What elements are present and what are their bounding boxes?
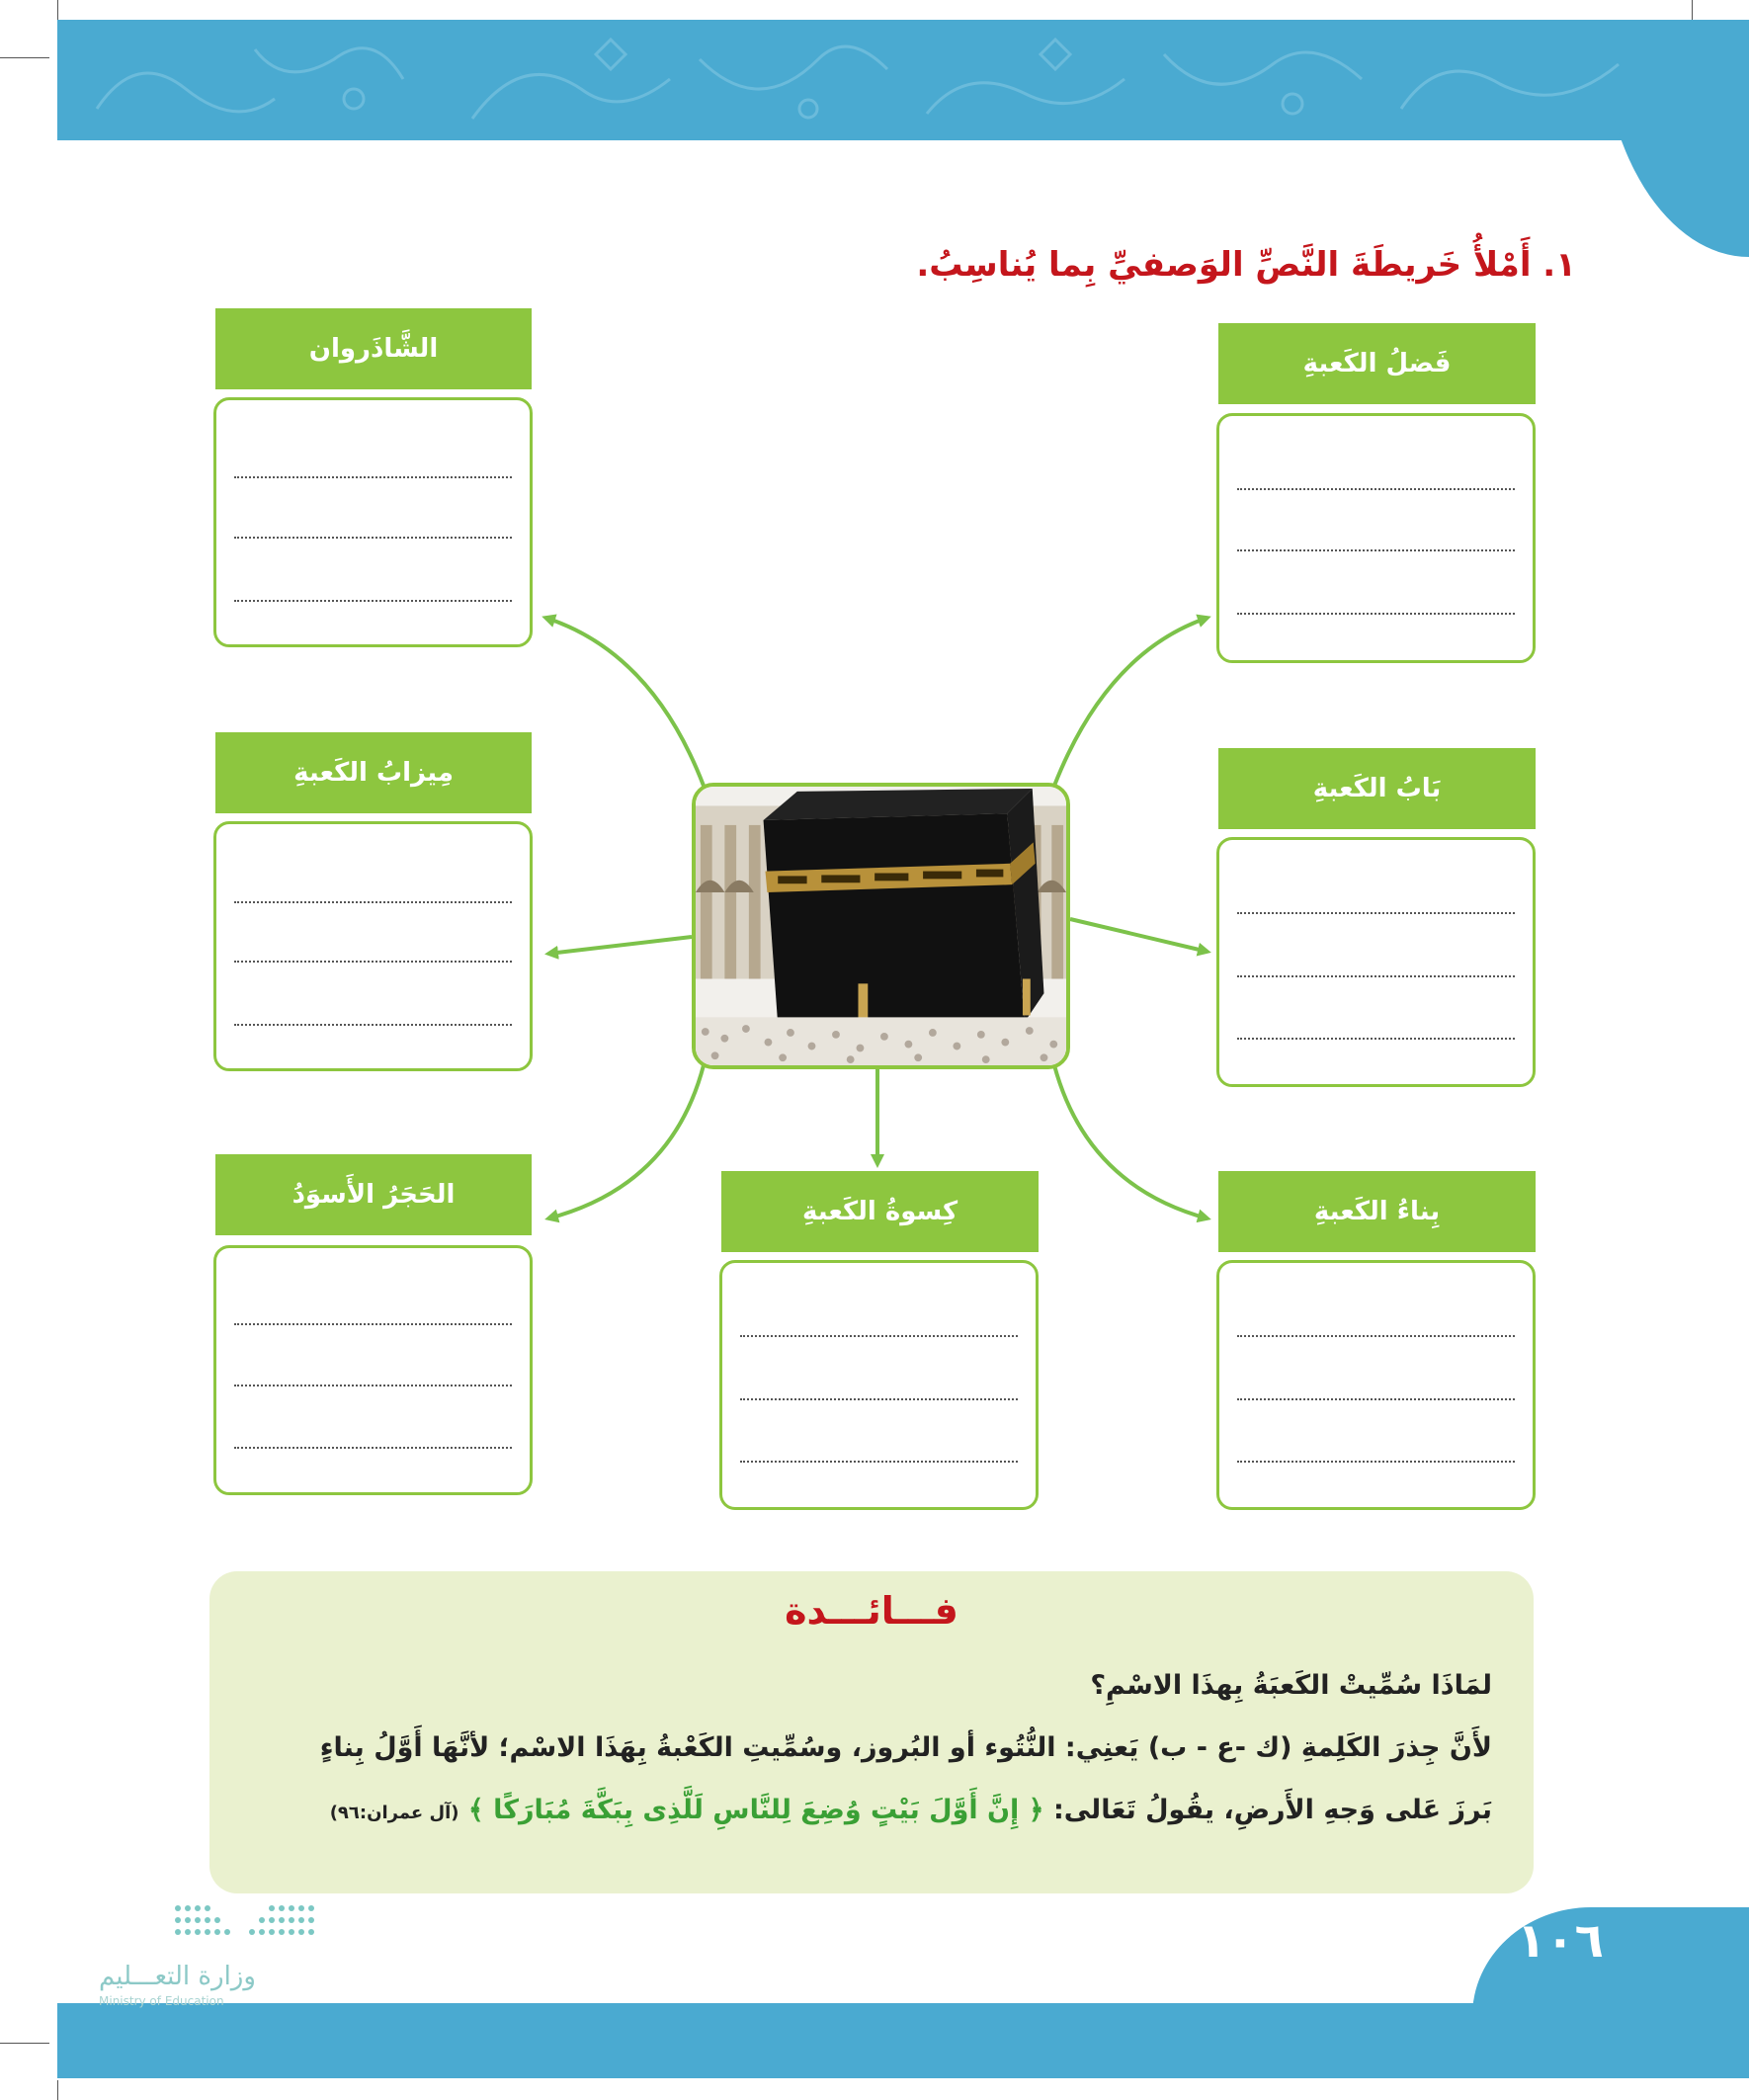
crop-mark bbox=[1692, 0, 1693, 20]
box-title-binaa: بِناءُ الكَعبةِ bbox=[1218, 1171, 1536, 1252]
ministry-name: وزارة التعـــليم bbox=[99, 1962, 256, 1991]
faida-title: فـــائـــدة bbox=[785, 1589, 958, 1633]
answer-line[interactable] bbox=[740, 1461, 1018, 1463]
answer-line[interactable] bbox=[1237, 488, 1515, 490]
box-title-mizab: مِيزابُ الكَعبةِ bbox=[215, 732, 532, 813]
answer-line[interactable] bbox=[1237, 1398, 1515, 1400]
arrow-to-bab bbox=[1070, 919, 1208, 952]
answer-line[interactable] bbox=[234, 1385, 512, 1386]
kaaba-photo bbox=[692, 783, 1070, 1069]
faida-answer-continuation: بَرزَ عَلى وَجهِ الأَرضِ، يقُولُ تَعَالى: bbox=[1052, 1795, 1492, 1825]
arrow-to-mizab bbox=[548, 937, 692, 954]
ministry-name-english: Ministry of Education bbox=[99, 1994, 224, 2008]
answer-line[interactable] bbox=[1237, 1461, 1515, 1463]
answer-line[interactable] bbox=[1237, 912, 1515, 914]
page-number-tab bbox=[1472, 1907, 1749, 2016]
answer-line[interactable] bbox=[1237, 549, 1515, 551]
arrow-to-binaa bbox=[1054, 1065, 1208, 1218]
faida-answer-line: لأَنَّ جِذرَ الكَلِمةِ (ك -ع - ب) يَعنِي: النُّتُوء أو البُروز، وسُمِّيتِ الكَعْبةُ بِهَذَا الاسْم؛ لأنَّهَا أَوَّلُ بِناءٍ bbox=[319, 1732, 1492, 1763]
box-title-fadl: فَضلُ الكَعبةِ bbox=[1218, 323, 1536, 404]
answer-line[interactable] bbox=[1237, 1038, 1515, 1040]
answer-line[interactable] bbox=[234, 1024, 512, 1026]
answer-line[interactable] bbox=[1237, 613, 1515, 615]
box-title-kiswa: كِسوةُ الكَعبةِ bbox=[721, 1171, 1039, 1252]
answer-box-hajar[interactable] bbox=[213, 1245, 533, 1495]
calligraphy-pattern bbox=[57, 20, 1749, 140]
crop-mark bbox=[0, 57, 49, 58]
answer-line[interactable] bbox=[234, 476, 512, 478]
answer-line[interactable] bbox=[234, 901, 512, 903]
arrow-to-shadharwan bbox=[545, 618, 704, 786]
answer-box-shadharwan[interactable] bbox=[213, 397, 533, 647]
answer-box-mizab[interactable] bbox=[213, 821, 533, 1071]
crop-mark bbox=[0, 2043, 49, 2044]
page-number: ١٠٦ bbox=[1517, 1913, 1604, 1969]
answer-line[interactable] bbox=[234, 600, 512, 602]
faida-box bbox=[209, 1571, 1534, 1893]
box-title-shadharwan: الشَّاذَروان bbox=[215, 308, 532, 389]
answer-line[interactable] bbox=[1237, 975, 1515, 977]
box-title-bab: بَابُ الكَعبةِ bbox=[1218, 748, 1536, 829]
crop-mark bbox=[57, 2080, 58, 2100]
answer-box-binaa[interactable] bbox=[1216, 1260, 1536, 1510]
answer-line[interactable] bbox=[234, 961, 512, 963]
answer-line[interactable] bbox=[1237, 1335, 1515, 1337]
exercise-instruction: ١. أَمْلأُ خَريطَةَ النَّصِّ الوَصفيِّ بِما يُناسِبُ. bbox=[916, 245, 1576, 285]
faida-verse-line bbox=[330, 1795, 1492, 1825]
ministry-logo-icon bbox=[173, 1902, 321, 1944]
answer-line[interactable] bbox=[740, 1335, 1018, 1337]
answer-box-kiswa[interactable] bbox=[719, 1260, 1039, 1510]
answer-line[interactable] bbox=[234, 537, 512, 539]
arrow-to-fadl bbox=[1054, 618, 1208, 786]
answer-line[interactable] bbox=[740, 1398, 1018, 1400]
answer-line[interactable] bbox=[234, 1323, 512, 1325]
quran-verse: ﴿ إِنَّ أَوَّلَ بَيْتٍ وُضِعَ لِلنَّاسِ لَلَّذِى بِبَكَّةَ مُبَارَكًا ﴾ bbox=[467, 1795, 1044, 1825]
answer-line[interactable] bbox=[234, 1447, 512, 1449]
faida-question: لمَاذَا سُمِّيتْ الكَعبَةُ بِهذَا الاسْمِ؟ bbox=[1090, 1670, 1492, 1701]
answer-box-fadl[interactable] bbox=[1216, 413, 1536, 663]
verse-reference: (آل عمران:٩٦) bbox=[329, 1803, 459, 1823]
arrow-to-hajar bbox=[548, 1065, 704, 1218]
answer-box-bab[interactable] bbox=[1216, 837, 1536, 1087]
box-title-hajar: الحَجَرُ الأَسوَدُ bbox=[215, 1154, 532, 1235]
